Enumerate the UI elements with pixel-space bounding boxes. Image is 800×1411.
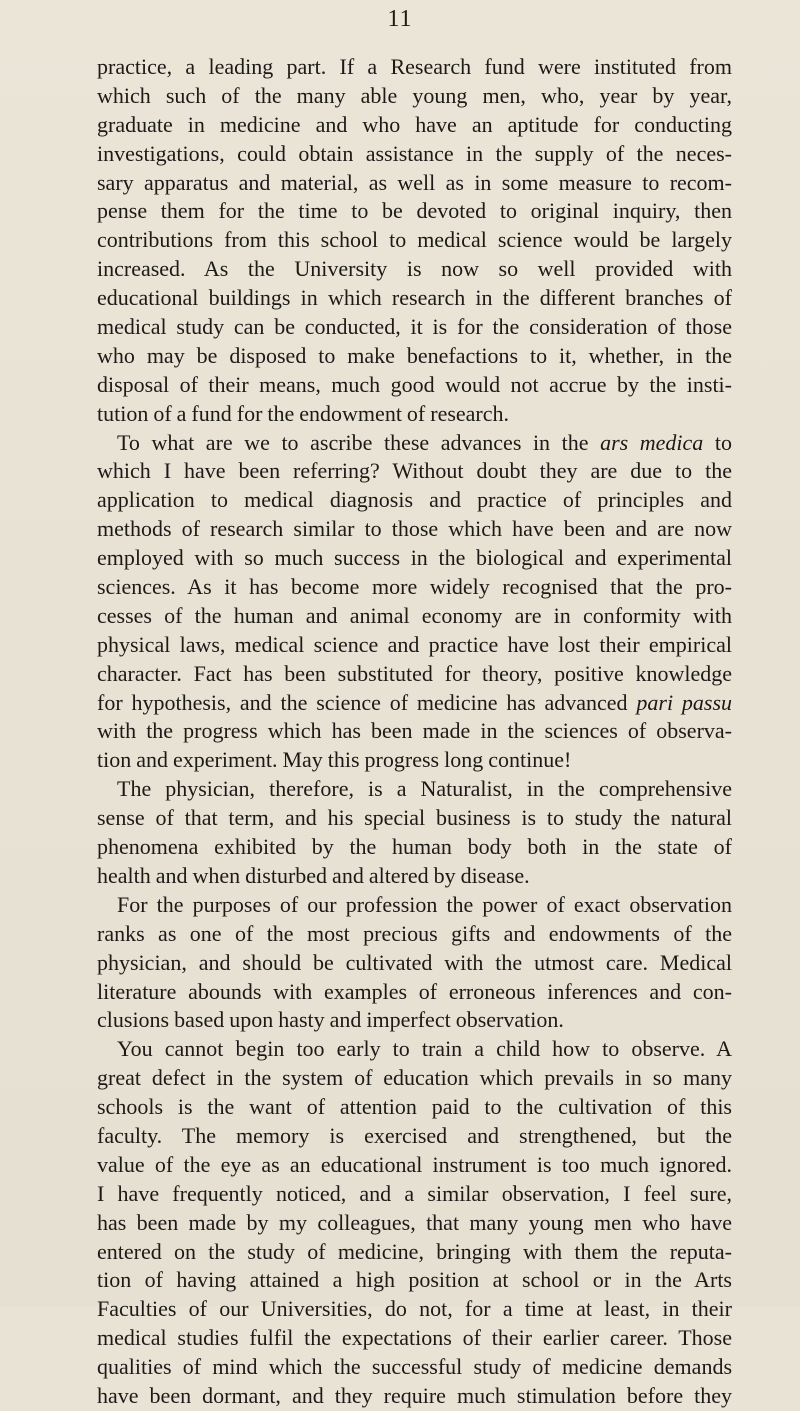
italic-phrase: pari passu [636, 689, 733, 715]
text-line: I have frequently noticed, and a similar observation, I feel sure, [97, 1180, 732, 1206]
text-line: phenomena exhibited by the human body both in the state of [97, 834, 732, 860]
text-line: health and when disturbed and altered by disease. [97, 862, 530, 888]
text-line: investigations, could obtain assistance in the supply of the neces- [97, 140, 732, 166]
text-line: educational buildings in which research in the different branches of [97, 285, 732, 311]
text-line: tution of a fund for the endowment of research. [97, 400, 510, 426]
text-line: qualities of mind which the successful study of medicine demands [97, 1354, 732, 1380]
text-body [97, 53, 732, 1411]
text-line: sense of that term, and his special business is to study the natural [97, 805, 732, 831]
text-line: has been made by my colleagues, that many young men who have [97, 1209, 732, 1235]
paragraph [97, 775, 732, 891]
line-text: to [703, 429, 732, 455]
text-line: with the progress which has been made in the sciences of observa- [97, 718, 732, 744]
text-line: value of the eye as an educational instrument is too much ignored. [97, 1151, 732, 1177]
text-line: have been dormant, and they require much stimulation before they [97, 1382, 732, 1408]
text-line: ranks as one of the most precious gifts and endowments of the [97, 920, 732, 946]
paragraph [97, 891, 732, 1035]
text-line: graduate in medicine and who have an aptitude for conducting [97, 111, 732, 137]
text-line: You cannot begin too early to train a child how to observe. A [117, 1036, 732, 1062]
paragraph [97, 429, 732, 776]
text-line: schools is the want of attention paid to the cultivation of this [97, 1094, 732, 1120]
text-line: sciences. As it has become more widely recognised that the pro- [97, 574, 732, 600]
text-line: pense them for the time to be devoted to original inquiry, then [97, 198, 732, 224]
text-line: practice, a leading part. If a Research fund were instituted from [97, 54, 732, 79]
text-line: For the purposes of our profession the power of exact observation [117, 891, 732, 917]
text-line: character. Fact has been substituted for theory, positive knowledge [97, 660, 732, 686]
page-number: 11 [387, 6, 413, 32]
text-line: disposal of their means, much good would not accrue by the insti- [97, 371, 732, 397]
paragraph [97, 53, 732, 429]
text-line: application to medical diagnosis and practice of principles and [97, 487, 732, 513]
text-line: tion of having attained a high position at school or in the Arts [97, 1267, 732, 1293]
text-line: employed with so much success in the biological and experimental [97, 545, 732, 571]
text-line: Faculties of our Universities, do not, for a time at least, in their [97, 1296, 732, 1322]
text-line: medical study can be conducted, it is for the consideration of those [97, 314, 732, 340]
text-line: literature abounds with examples of erroneous inferences and con- [97, 978, 732, 1004]
line-text: for hypothesis, and the science of medicine has advanced [97, 689, 637, 715]
text-line: who may be disposed to make benefactions to it, whether, in the [97, 342, 732, 368]
text-line: which I have been referring? Without doubt they are due to the [97, 458, 732, 484]
text-line [97, 429, 732, 458]
text-line: faculty. The memory is exercised and strengthened, but the [97, 1122, 732, 1148]
text-line: contributions from this school to medical science would be largely [97, 227, 732, 253]
text-line: clusions based upon hasty and imperfect observation. [97, 1007, 564, 1033]
text-line: cesses of the human and animal economy are in conformity with [97, 602, 732, 628]
text-line: methods of research similar to those which have been and are now [97, 516, 732, 542]
text-line: The physician, therefore, is a Naturalist, in the comprehensive [117, 776, 732, 802]
text-line: medical studies fulfil the expectations of their earlier career. Those [97, 1325, 732, 1351]
text-line: entered on the study of medicine, bringing with them the reputa- [97, 1238, 732, 1264]
text-line: increased. As the University is now so well provided with [97, 256, 732, 282]
text-line: sary apparatus and material, as well as in some measure to recom- [97, 169, 732, 195]
text-line: physician, and should be cultivated with the utmost care. Medical [97, 949, 732, 975]
text-line: physical laws, medical science and practice have lost their empirical [97, 631, 732, 657]
text-line: tion and experiment. May this progress long continue! [97, 747, 572, 773]
line-text: To what are we to ascribe these advances in the [117, 429, 601, 455]
text-line: which such of the many able young men, who, year by year, [97, 82, 732, 108]
paragraph [97, 1035, 732, 1411]
italic-phrase: ars medica [600, 429, 704, 455]
text-line: great defect in the system of education which prevails in so many [97, 1065, 732, 1091]
text-line [97, 689, 732, 718]
